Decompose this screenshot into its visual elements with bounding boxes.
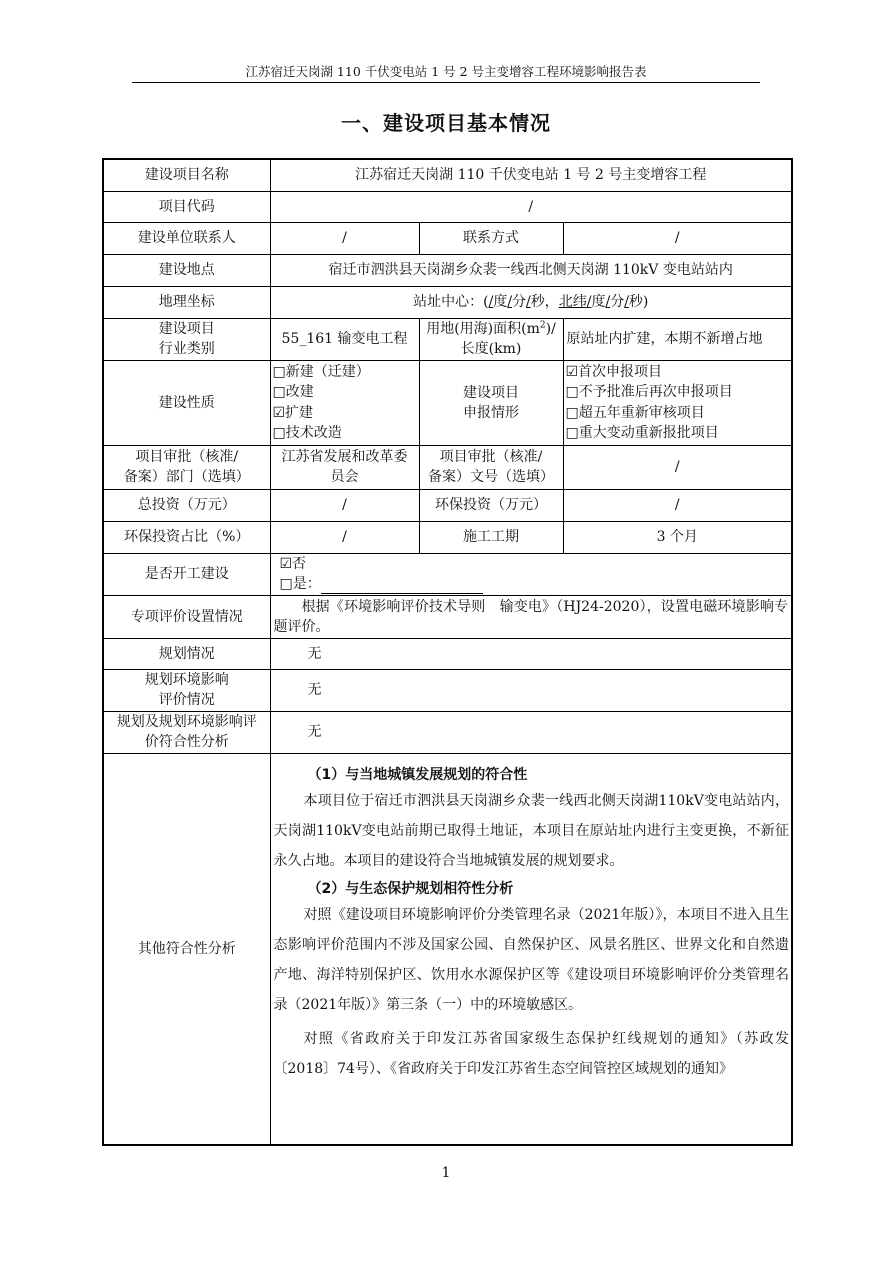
location-label: 建设地点 xyxy=(103,254,270,286)
row-started xyxy=(103,553,792,595)
lat-label: 北纬 xyxy=(558,294,587,310)
contact-method-label: 联系方式 xyxy=(419,222,563,254)
row-project-code xyxy=(103,191,792,222)
project-info-table xyxy=(102,158,793,1146)
planning-value: 无 xyxy=(270,638,792,669)
planning-conformity-value: 无 xyxy=(270,711,792,753)
row-approval xyxy=(103,445,792,489)
other-analysis-label: 其他符合性分析 xyxy=(103,753,270,1145)
industry-value: 55_161 输变电工程 xyxy=(270,318,419,360)
planning-env-label-line1: 规划环境影响 xyxy=(144,672,229,688)
construction-period-label: 施工工期 xyxy=(419,521,563,553)
industry-label xyxy=(103,318,270,360)
investment-value: / xyxy=(270,489,419,521)
contact-method-value: / xyxy=(563,222,792,254)
area-label-line2: 长度(km) xyxy=(460,341,522,357)
planning-conformity-label-line1: 规划及规划环境影响评 xyxy=(116,714,257,730)
coordinates-value xyxy=(270,286,792,318)
lat-second: / xyxy=(624,294,629,310)
location-value: 宿迁市泗洪县天岗湖乡众裴一线西北侧天岗湖 110kV 变电站站内 xyxy=(270,254,792,286)
row-coordinates xyxy=(103,286,792,318)
declare-option-resubmit: □不予批准后再次申报项目 xyxy=(565,384,733,400)
env-investment-value: / xyxy=(563,489,792,521)
special-eval-value: 根据《环境影响评价技术导则 输变电》（HJ24-2020），设置电磁环境影响专题评价。 xyxy=(270,595,792,638)
project-name-value: 江苏宿迁天岗湖 110 千伏变电站 1 号 2 号主变增容工程 xyxy=(270,159,792,191)
row-project-name xyxy=(103,159,792,191)
env-ratio-value: / xyxy=(270,521,419,553)
project-code-label: 项目代码 xyxy=(103,191,270,222)
row-nature xyxy=(103,360,792,445)
lat-degree-unit: 度 xyxy=(591,294,606,310)
approval-dept-value-line2: 员会 xyxy=(330,469,359,485)
area-label-b: )/ xyxy=(545,321,556,337)
planning-env-label xyxy=(103,669,270,711)
red-line-paragraph: 对照《省政府关于印发江苏省国家级生态保护红线规划的通知》（苏政发〔2018〕74号）、《省政府关于印发江苏省生态空间管控区域规划的通知》 xyxy=(273,1030,790,1077)
row-contact xyxy=(103,222,792,254)
industry-label-line1: 建设项目 xyxy=(158,321,215,337)
planning-conformity-label-line2: 价符合性分析 xyxy=(144,734,229,750)
nature-option-new: □新建（迁建） xyxy=(272,363,370,380)
construction-period-value: 3 个月 xyxy=(563,521,792,553)
approval-dept-value xyxy=(270,445,419,489)
approval-doc-label xyxy=(419,445,563,489)
declare-label xyxy=(419,360,563,445)
env-ratio-label: 环保投资占比（%） xyxy=(103,521,270,553)
approval-dept-label-line2: 备案）部门（选填） xyxy=(123,469,250,485)
area-label-line1 xyxy=(421,319,562,339)
lat-minute-unit: 分 xyxy=(610,294,625,310)
special-eval-label: 专项评价设置情况 xyxy=(103,595,270,638)
planning-label: 规划情况 xyxy=(103,638,270,669)
row-special-eval xyxy=(103,595,792,638)
nature-option-rebuild: □改建 xyxy=(272,384,314,400)
eco-protection-heading: （2）与生态保护规划相符性分析 xyxy=(307,880,514,897)
other-analysis-content xyxy=(270,753,792,1145)
row-location xyxy=(103,254,792,286)
coordinates-label: 地理坐标 xyxy=(103,286,270,318)
lon-minute-unit: 分 xyxy=(512,294,527,310)
declare-option-five-year: □超五年重新审核项目 xyxy=(565,404,705,421)
running-header: 江苏宿迁天岗湖 110 千伏变电站 1 号 2 号主变增容工程环境影响报告表 xyxy=(132,64,760,83)
planning-conformity-label xyxy=(103,711,270,753)
started-option-yes-row xyxy=(280,574,789,594)
contact-person-label: 建设单位联系人 xyxy=(103,222,270,254)
row-investment xyxy=(103,489,792,521)
lon-minute: / xyxy=(507,294,513,310)
section-title: 一、建设项目基本情况 xyxy=(341,111,551,135)
declare-option-major-change: □重大变动重新报批项目 xyxy=(565,425,719,441)
approval-doc-value: / xyxy=(563,445,792,489)
lon-degree: / xyxy=(488,294,494,310)
lon-second-unit: 秒， xyxy=(530,294,559,310)
industry-label-line2: 行业类别 xyxy=(158,341,215,357)
area-value: 原站址内扩建，本期不新增占地 xyxy=(563,318,792,360)
started-blank-line xyxy=(321,580,483,594)
eco-protection-paragraph: 对照《建设项目环境影响评价分类管理名录（2021年版）》，本项目不进入且生态影响评价范围内不涉及国家公园、自然保护区、风景名胜区、世界文化和自然遗产地、海洋特别保护区、饮用水水源保护区等《建设项目环境影响评价分类管理名录（2021年版）》第三条（一）中的环境敏感区。 xyxy=(273,906,790,1013)
area-label-sup: 2 xyxy=(539,320,546,331)
coord-prefix: 站址中心：( xyxy=(413,294,489,310)
lon-second: / xyxy=(526,294,531,310)
planning-env-value: 无 xyxy=(270,669,792,711)
declare-label-line1: 建设项目 xyxy=(463,384,519,401)
row-planning-env xyxy=(103,669,792,711)
lat-second-unit: 秒) xyxy=(628,294,649,310)
approval-doc-label-line2: 备案）文号（选填） xyxy=(428,469,554,485)
nature-options xyxy=(270,360,419,445)
urban-planning-heading: （1）与当地城镇发展规划的符合性 xyxy=(307,766,528,783)
planning-env-label-line2: 评价情况 xyxy=(158,692,215,708)
nature-label: 建设性质 xyxy=(103,360,270,445)
row-other-analysis xyxy=(103,753,792,1145)
started-option-yes: □是： xyxy=(279,576,321,592)
row-planning-conformity xyxy=(103,711,792,753)
row-ratio xyxy=(103,521,792,553)
nature-option-expand: ☑扩建 xyxy=(272,404,314,421)
approval-doc-label-line1: 项目审批（核准/ xyxy=(439,449,543,465)
project-name-label: 建设项目名称 xyxy=(103,159,270,191)
approval-dept-label-line1: 项目审批（核准/ xyxy=(135,449,239,465)
page-number: 1 xyxy=(441,1165,451,1181)
declare-options xyxy=(563,360,792,445)
investment-label: 总投资（万元） xyxy=(103,489,270,521)
started-options xyxy=(270,553,792,595)
lon-degree-unit: 度 xyxy=(493,294,508,310)
lat-degree: / xyxy=(586,294,592,310)
declare-label-line2: 申报情形 xyxy=(463,404,519,421)
urban-planning-paragraph: 本项目位于宿迁市泗洪县天岗湖乡众裴一线西北侧天岗湖110kV变电站站内，天岗湖110kV变电站前期已取得土地证，本项目在原站址内进行主变更换，不新征永久占地。本项目的建设符合当地城镇发展的规划要求。 xyxy=(273,792,790,869)
area-label-a: 用地(用海)面积(m xyxy=(426,321,540,337)
row-planning xyxy=(103,638,792,669)
started-label: 是否开工建设 xyxy=(103,553,270,595)
started-option-no: ☑否 xyxy=(279,556,307,572)
approval-dept-value-line1: 江苏省发展和改革委 xyxy=(281,449,408,465)
declare-option-first: ☑首次申报项目 xyxy=(565,363,663,380)
approval-dept-label xyxy=(103,445,270,489)
row-industry xyxy=(103,318,792,360)
area-label xyxy=(419,318,563,360)
contact-person-value: / xyxy=(270,222,419,254)
nature-option-tech: □技术改造 xyxy=(272,425,342,441)
env-investment-label: 环保投资（万元） xyxy=(419,489,563,521)
project-code-value: / xyxy=(270,191,792,222)
lat-minute: / xyxy=(605,294,611,310)
